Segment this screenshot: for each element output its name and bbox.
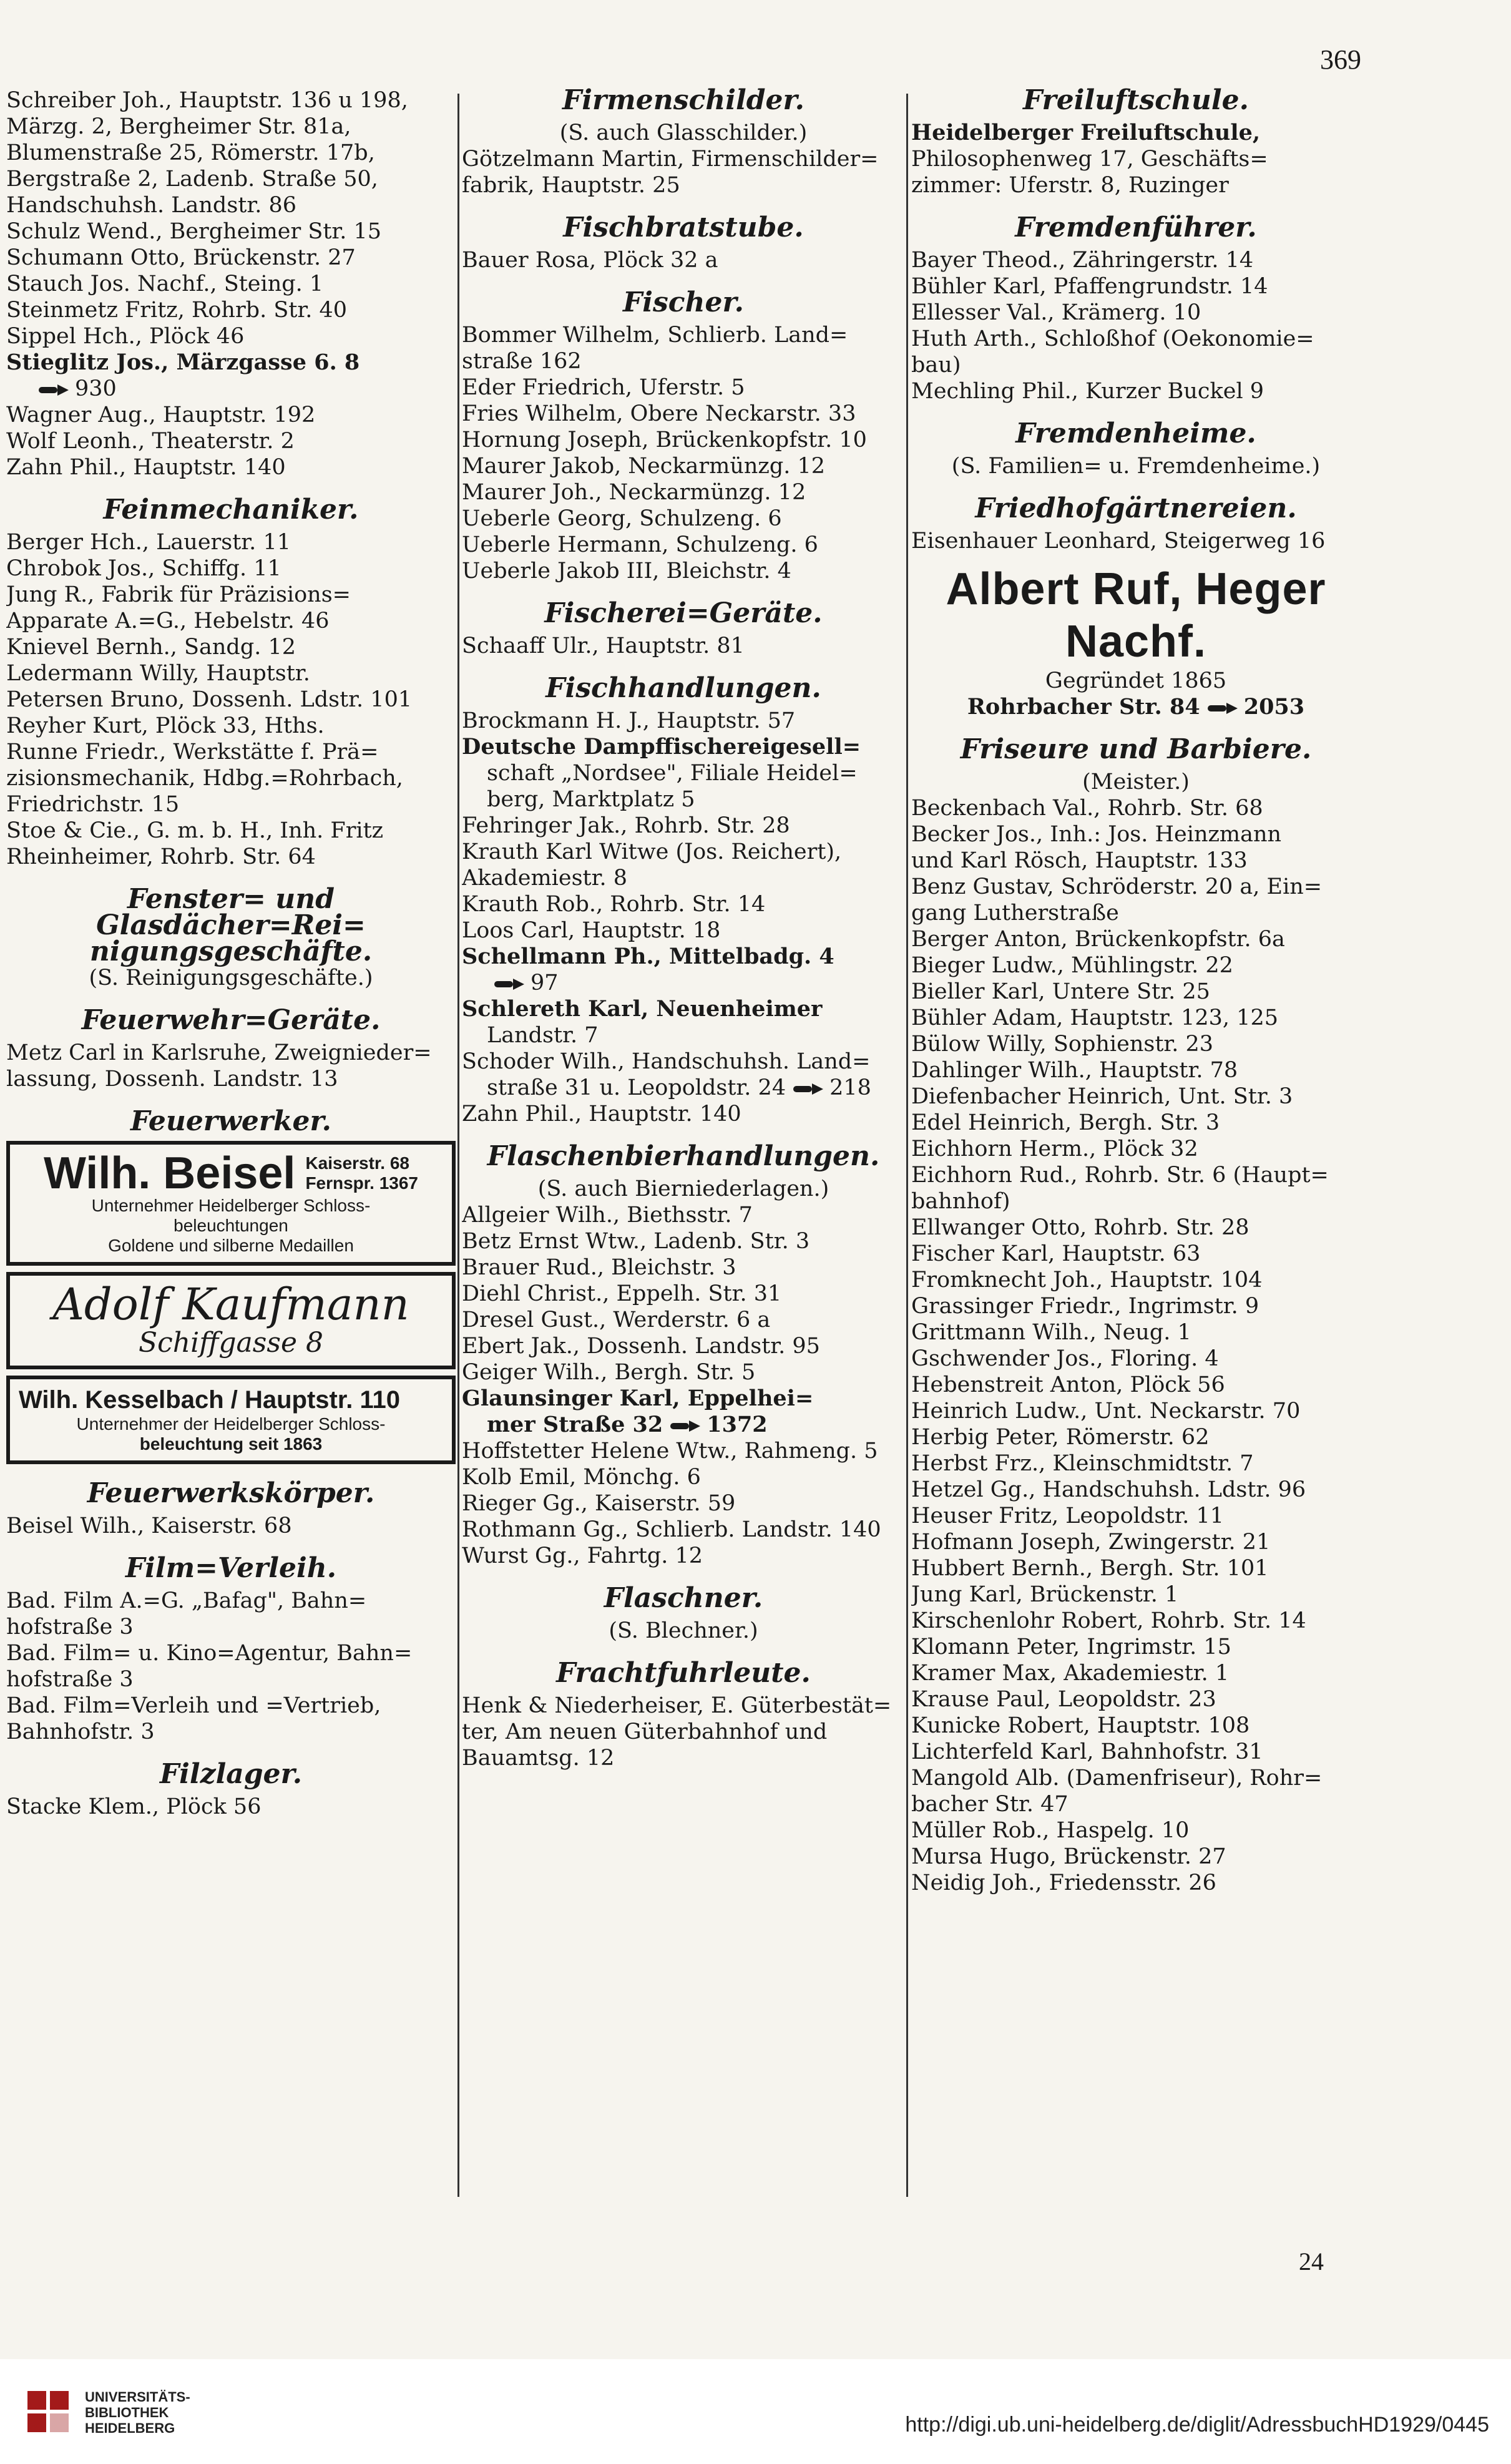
entry-line: Huth Arth., Schloßhof (Oekonomie= (911, 326, 1314, 351)
library-footer (0, 2359, 1511, 2464)
entry-line: Mursa Hugo, Brückenstr. 27 (911, 1844, 1226, 1869)
entry-line: Eichhorn Herm., Plöck 32 (911, 1137, 1198, 1161)
entry-line: Rothmann Gg., Schlierb. Landstr. 140 (462, 1517, 881, 1542)
entry-line: hofstraße 3 (6, 1615, 134, 1640)
telephone-icon (1205, 702, 1239, 715)
heading-fremdenheime: Fremdenheime. (1015, 418, 1256, 449)
entry-line: Herbig Peter, Römerstr. 62 (911, 1425, 1210, 1450)
entry-line: Geiger Wilh., Bergh. Str. 5 (462, 1360, 756, 1385)
entry-line: Hubbert Bernh., Bergh. Str. 101 (911, 1556, 1269, 1581)
heading-friedhof: Friedhofgärtnereien. (975, 492, 1297, 524)
entry-line: bahnhof) (911, 1189, 1010, 1214)
advert-name: Adolf Kaufmann (52, 1279, 409, 1330)
entry-line: Bad. Film=Verleih und =Vertrieb, (6, 1693, 381, 1718)
heading-feuerwehr: Feuerwehr=Geräte. (81, 1004, 381, 1036)
heading-feuerwerkskoerper: Feuerwerkskörper. (87, 1477, 375, 1509)
column-rule (457, 94, 459, 2197)
advert-line: Unternehmer Heidelberger Schloss- (91, 1196, 371, 1215)
entry-list (6, 1588, 456, 1745)
entry-line: Hebenstreit Anton, Plöck 56 (911, 1372, 1225, 1397)
entry-line: Berger Anton, Brückenkopfstr. 6a (911, 927, 1285, 952)
entry-line: Müller Rob., Haspelg. 10 (911, 1818, 1190, 1843)
entry-list (462, 1202, 905, 1386)
advert-phone: Fernspr. 1367 (305, 1173, 418, 1193)
entry-line: Bommer Wilhelm, Schlierb. Land= (462, 323, 848, 348)
entry-list (6, 1040, 456, 1092)
entry-list (462, 247, 905, 273)
heading-frachtfuhrleute: Frachtfuhrleute. (556, 1657, 811, 1689)
entry-line: Jung Karl, Brückenstr. 1 (911, 1582, 1179, 1607)
heading-firmenschilder: Firmenschilder. (562, 87, 804, 116)
entry-line: Diefenbacher Heinrich, Unt. Str. 3 (911, 1084, 1293, 1109)
entry-schlereth: Schlereth Karl, Neuenheimer (462, 996, 823, 1022)
entry-line: Beisel Wilh., Kaiserstr. 68 (6, 1513, 292, 1538)
advert-line: beleuchtung seit 1863 (139, 1434, 323, 1454)
entry-line: Reyher Kurt, Plöck 33, Hths. (6, 713, 325, 738)
heading-fischerei-geraete: Fischerei=Geräte. (544, 597, 823, 629)
entry-list (6, 1513, 456, 1539)
entry-line: Eisenhauer Leonhard, Steigerweg 16 (911, 529, 1326, 554)
column-middle (462, 87, 905, 2234)
entry-line: Bieger Ludw., Mühlingstr. 22 (911, 953, 1233, 978)
entry-line: Krause Paul, Leopoldstr. 23 (911, 1687, 1216, 1712)
entry-line: Wolf Leonh., Theaterstr. 2 (6, 429, 295, 454)
entry-line: Bauer Rosa, Plöck 32 a (462, 248, 718, 273)
cross-reference: (S. Blechner.) (609, 1618, 758, 1643)
entry-line: Gschwender Jos., Floring. 4 (911, 1346, 1219, 1371)
entry-line: Schaaff Ulr., Hauptstr. 81 (462, 633, 745, 658)
entry-line: Fromknecht Joh., Hauptstr. 104 (911, 1268, 1263, 1293)
heading-fischbratstube: Fischbratstube. (563, 212, 804, 243)
entry-line: und Karl Rösch, Hauptstr. 133 (911, 848, 1248, 873)
cross-reference: (S. Reinigungsgeschäfte.) (89, 966, 373, 990)
advert-ruf-address: Rohrbacher Str. 84 2053 (967, 694, 1305, 720)
entry-line: Bülow Willy, Sophienstr. 23 (911, 1032, 1214, 1057)
entry-line: Wagner Aug., Hauptstr. 192 (6, 403, 316, 428)
telephone-icon (668, 1419, 702, 1433)
entry-line: Ebert Jak., Dossenh. Landstr. 95 (462, 1334, 820, 1359)
entry-line: Allgeier Wilh., Biethsstr. 7 (462, 1203, 753, 1228)
entry-phone: 97 (462, 970, 905, 996)
telephone-icon (492, 977, 526, 991)
entry-line: Diehl Christ., Eppelh. Str. 31 (462, 1281, 782, 1306)
cross-reference: (S. auch Bierniederlagen.) (537, 1176, 829, 1201)
entry-line: Bayer Theod., Zähringerstr. 14 (911, 248, 1254, 273)
entry-line: Brauer Rud., Bleichstr. 3 (462, 1255, 736, 1280)
entry-line: Ellesser Val., Krämerg. 10 (911, 300, 1201, 325)
cross-reference: (S. auch Glasschilder.) (559, 120, 808, 145)
entry-list (911, 528, 1361, 554)
entry-list (6, 402, 456, 481)
entry-line: Fehringer Jak., Rohrb. Str. 28 (462, 813, 790, 838)
telephone-icon (36, 383, 70, 397)
entry-line: Fries Wilhelm, Obere Neckarstr. 33 (462, 401, 856, 426)
entry-line: Götzelmann Martin, Firmenschilder= (462, 147, 879, 172)
heading-line: nigungsgeschäfte. (89, 936, 373, 967)
entry-line: Dresel Gust., Werderstr. 6 a (462, 1308, 771, 1332)
library-logo (27, 2389, 190, 2436)
advert-address: Kaiserstr. 68 (305, 1153, 410, 1173)
entry-list (911, 795, 1361, 1896)
advert-beisel (6, 1141, 456, 1266)
entry-continuation: straße 31 u. Leopoldstr. 24 218 (487, 1075, 871, 1100)
entry-stieglitz: Stieglitz Jos., Märzgasse 6. 8 (6, 350, 360, 375)
entry-line: Bahnhofstr. 3 (6, 1719, 155, 1744)
entry-list (911, 146, 1361, 198)
heading-fischer: Fischer. (623, 286, 744, 318)
entry-line: Jung R., Fabrik für Präzisions= (6, 582, 351, 607)
entry-line: fabrik, Hauptstr. 25 (462, 173, 680, 198)
entry-line: Dahlinger Wilh., Hauptstr. 78 (911, 1058, 1238, 1083)
entry-line: Berger Hch., Lauerstr. 11 (6, 530, 291, 555)
entry-line: Mechling Phil., Kurzer Buckel 9 (911, 379, 1264, 404)
entry-line: Klomann Peter, Ingrimstr. 15 (911, 1635, 1231, 1660)
entry-line: Kolb Emil, Mönchg. 6 (462, 1465, 701, 1490)
column-left (6, 87, 456, 2172)
entry-line: Bad. Film A.=G. „Bafag", Bahn= (6, 1588, 367, 1613)
entry-line: Kirschenlohr Robert, Rohrb. Str. 14 (911, 1608, 1306, 1633)
entry-line: straße 162 (462, 349, 582, 374)
entry-line: Apparate A.=G., Hebelstr. 46 (6, 609, 330, 633)
entry-line: Schumann Otto, Brückenstr. 27 (6, 245, 356, 270)
entry-line: Märzg. 2, Bergheimer Str. 81a, (6, 114, 351, 139)
entry-list (462, 1693, 905, 1771)
page-number: 369 (1320, 44, 1361, 75)
entry-line: Schreiber Joh., Hauptstr. 136 u 198, (6, 88, 408, 113)
entry-list (462, 708, 905, 734)
entry-line: Fischer Karl, Hauptstr. 63 (911, 1241, 1201, 1266)
advert-address: Schiffgasse 8 (139, 1327, 323, 1359)
advert-kaufmann (6, 1272, 456, 1369)
entry-line: Friedrichstr. 15 (6, 792, 180, 817)
entry-line: Stoe & Cie., G. m. b. H., Inh. Fritz (6, 818, 384, 843)
entry-line: Akademiestr. 8 (462, 866, 627, 891)
entry-line: Ueberle Hermann, Schulzeng. 6 (462, 532, 818, 557)
entry-line: Lichterfeld Karl, Bahnhofstr. 31 (911, 1739, 1263, 1764)
entry-line: ter, Am neuen Güterbahnhof und (462, 1719, 828, 1744)
heading-feinmechaniker: Feinmechaniker. (103, 494, 359, 526)
entry-continuation: berg, Marktplatz 5 (487, 787, 695, 812)
entry-continuation: schaft „Nordsee", Filiale Heidel= (487, 761, 858, 786)
entry-zahn: Zahn Phil., Hauptstr. 140 (462, 1102, 741, 1127)
entry-line: Herbst Frz., Kleinschmidtstr. 7 (911, 1451, 1254, 1476)
entry-line: Wurst Gg., Fahrtg. 12 (462, 1543, 703, 1568)
entry-line: gang Lutherstraße (911, 901, 1119, 926)
cross-reference: (Meister.) (1082, 770, 1190, 794)
heading-fenster (6, 883, 456, 967)
entry-continuation: mer Straße 32 1372 (487, 1412, 768, 1437)
entry-list (6, 1794, 456, 1820)
entry-line: Stacke Klem., Plöck 56 (6, 1794, 262, 1819)
entry-line: Metz Carl in Karlsruhe, Zweignieder= (6, 1040, 432, 1065)
advert-line: Unternehmer der Heidelberger Schloss- (76, 1414, 386, 1434)
entry-line: Ledermann Willy, Hauptstr. (6, 661, 310, 686)
entry-line: Grittmann Wilh., Neug. 1 (911, 1320, 1191, 1345)
entry-line: Grassinger Friedr., Ingrimstr. 9 (911, 1294, 1259, 1319)
heading-line: Fenster= und Glasdächer=Rei= (96, 883, 366, 941)
advert-line: Goldene und silberne Medaillen (108, 1236, 354, 1255)
entry-line: Edel Heinrich, Bergh. Str. 3 (911, 1110, 1220, 1135)
entry-line: Maurer Jakob, Neckarmünzg. 12 (462, 454, 826, 479)
entry-line: Bad. Film= u. Kino=Agentur, Bahn= (6, 1641, 413, 1666)
entry-schellmann: Schellmann Ph., Mittelbadg. 4 (462, 944, 834, 969)
entry-line: Kramer Max, Akademiestr. 1 (911, 1661, 1230, 1686)
advert-header (19, 1148, 443, 1198)
entry-line: Steinmetz Fritz, Rohrb. Str. 40 (6, 298, 348, 323)
entry-line: Ellwanger Otto, Rohrb. Str. 28 (911, 1215, 1249, 1240)
library-logo-text: UNIVERSITÄTS- BIBLIOTHEK HEIDELBERG (85, 2389, 190, 2436)
entry-line: Hetzel Gg., Handschuhsh. Ldstr. 96 (911, 1477, 1306, 1502)
advert-ruf-name: Albert Ruf, Heger Nachf. (946, 564, 1326, 667)
heading-film: Film=Verleih. (125, 1552, 337, 1584)
entry-line: Heuser Fritz, Leopoldstr. 11 (911, 1503, 1225, 1528)
entry-line: Brockmann H. J., Hauptstr. 57 (462, 708, 796, 733)
heading-fremdenfuehrer: Fremdenführer. (1015, 212, 1257, 243)
heading-friseure: Friseure und Barbiere. (960, 733, 1312, 765)
entry-line: Eichhorn Rud., Rohrb. Str. 6 (Haupt= (911, 1163, 1329, 1188)
signature-number: 24 (1299, 2247, 1324, 2276)
entry-line: Maurer Joh., Neckarmünzg. 12 (462, 480, 806, 505)
entry-line: Hornung Joseph, Brückenkopfstr. 10 (462, 428, 867, 452)
entry-line: bacher Str. 47 (911, 1792, 1068, 1817)
entry-line: Rieger Gg., Kaiserstr. 59 (462, 1491, 736, 1516)
entry-list (6, 87, 456, 350)
entry-list (462, 633, 905, 659)
entry-line: Zahn Phil., Hauptstr. 140 (6, 455, 286, 480)
advert-ruf-founded: Gegründet 1865 (1045, 668, 1227, 693)
entry-freiluftschule: Heidelberger Freiluftschule, (911, 120, 1261, 145)
entry-list (911, 247, 1361, 404)
entry-list (462, 813, 905, 944)
entry-line: Benz Gustav, Schröderstr. 20 a, Ein= (911, 874, 1323, 899)
entry-glaunsinger: Glaunsinger Karl, Eppelhei= (462, 1386, 814, 1411)
entry-line: Hoffstetter Helene Wtw., Rahmeng. 5 (462, 1439, 878, 1464)
entry-line: Bauamtsg. 12 (462, 1746, 615, 1771)
entry-line: Schulz Wend., Bergheimer Str. 15 (6, 219, 382, 244)
entry-line: Stauch Jos. Nachf., Steing. 1 (6, 271, 324, 296)
entry-list (6, 529, 456, 870)
entry-line: lassung, Dossenh. Landstr. 13 (6, 1067, 338, 1092)
entry-line: Sippel Hch., Plöck 46 (6, 324, 245, 349)
heading-feuerwerker: Feuerwerker. (130, 1105, 331, 1137)
heading-filzlager: Filzlager. (159, 1758, 303, 1790)
advert-kesselbach (6, 1376, 456, 1464)
entry-line: Philosophenweg 17, Geschäfts= (911, 147, 1268, 172)
heading-freiluftschule: Freiluftschule. (1023, 87, 1249, 116)
entry-line: Becker Jos., Inh.: Jos. Heinzmann (911, 822, 1282, 847)
heading-flaschenbier: Flaschenbierhandlungen. (487, 1140, 880, 1172)
cross-reference: (S. Familien= u. Fremdenheime.) (951, 454, 1321, 479)
library-logo-icon (27, 2391, 71, 2435)
entry-line: hofstraße 3 (6, 1667, 134, 1692)
entry-continuation: Landstr. 7 (487, 1023, 599, 1048)
entry-line: zimmer: Uferstr. 8, Ruzinger (911, 173, 1229, 198)
entry-line: bau) (911, 353, 961, 378)
heading-fischhandlungen: Fischhandlungen. (545, 672, 821, 704)
entry-line: Krauth Karl Witwe (Jos. Reichert), (462, 839, 842, 864)
advert-line: beleuchtungen (174, 1216, 288, 1235)
entry-list (462, 146, 905, 198)
entry-line: Loos Carl, Hauptstr. 18 (462, 918, 721, 943)
telephone-icon (791, 1082, 824, 1096)
advert-side (305, 1153, 418, 1193)
entry-line: Bühler Adam, Hauptstr. 123, 125 (911, 1005, 1278, 1030)
entry-line: Kunicke Robert, Hauptstr. 108 (911, 1713, 1250, 1738)
source-url-link[interactable]: http://digi.ub.uni-heidelberg.de/diglit/AdressbuchHD1929/0445 (905, 2413, 1489, 2437)
entry-line: Handschuhsh. Landstr. 86 (6, 193, 297, 218)
entry-line: Petersen Bruno, Dossenh. Ldstr. 101 (6, 687, 413, 712)
entry-line: Knievel Bernh., Sandg. 12 (6, 635, 296, 660)
entry-line: Runne Friedr., Werkstätte f. Prä= (6, 740, 379, 765)
entry-line: Mangold Alb. (Damenfriseur), Rohr= (911, 1766, 1323, 1791)
entry-schoder: Schoder Wilh., Handschuhsh. Land= (462, 1049, 871, 1074)
entry-line: Rheinheimer, Rohrb. Str. 64 (6, 844, 316, 869)
entry-line: Krauth Rob., Rohrb. Str. 14 (462, 892, 766, 917)
entry-line: Ueberle Jakob III, Bleichstr. 4 (462, 559, 791, 584)
entry-line: Bühler Karl, Pfaffengrundstr. 14 (911, 274, 1268, 299)
entry-line: Ueberle Georg, Schulzeng. 6 (462, 506, 782, 531)
entry-line: Chrobok Jos., Schiffg. 11 (6, 556, 281, 581)
entry-line: Blumenstraße 25, Römerstr. 17b, (6, 140, 375, 165)
column-rule (906, 94, 908, 2197)
entry-line: Hofmann Joseph, Zwingerstr. 21 (911, 1530, 1271, 1555)
entry-line: Bergstraße 2, Ladenb. Straße 50, (6, 167, 378, 192)
heading-flaschner: Flaschner. (604, 1582, 763, 1614)
entry-line: Bieller Karl, Untere Str. 25 (911, 979, 1210, 1004)
entry-list (462, 1438, 905, 1569)
advert-name: Wilh. Kesselbach / Hauptstr. 110 (19, 1386, 400, 1414)
entry-list (462, 322, 905, 584)
entry-line: Betz Ernst Wtw., Ladenb. Str. 3 (462, 1229, 810, 1254)
entry-line: zisionsmechanik, Hdbg.=Rohrbach, (6, 766, 403, 791)
entry-dampffischerei: Deutsche Dampffischereigesell= (462, 734, 861, 760)
entry-line: Neidig Joh., Friedensstr. 26 (911, 1870, 1216, 1895)
entry-line: Eder Friedrich, Uferstr. 5 (462, 375, 745, 400)
entry-line: Henk & Niederheiser, E. Güterbestät= (462, 1693, 892, 1718)
column-right (911, 87, 1361, 2234)
entry-phone: 930 (6, 376, 456, 402)
advert-name: Wilh. Beisel (43, 1148, 296, 1198)
entry-line: Heinrich Ludw., Unt. Neckarstr. 70 (911, 1399, 1301, 1424)
entry-line: Beckenbach Val., Rohrb. Str. 68 (911, 796, 1263, 821)
